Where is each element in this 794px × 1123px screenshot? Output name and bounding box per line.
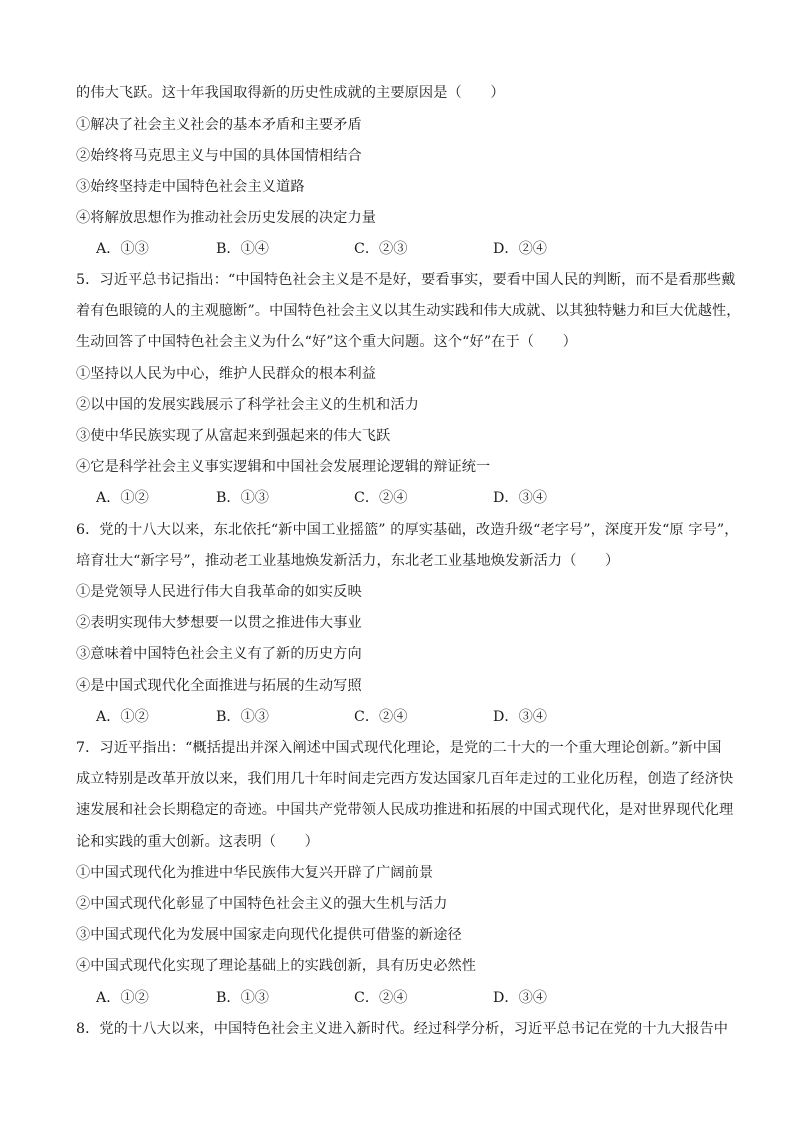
choice-item-2: ②以中国的发展实践展示了科学社会主义的生机和活力 bbox=[76, 397, 419, 413]
question-text-line: 5．习近平总书记指出：“中国特色社会主义是不是好，要看事实，要看中国人民的判断，而不是看那些戴 bbox=[76, 272, 736, 288]
choice-item-1: ①是党领导人民进行伟大自我革命的如实反映 bbox=[76, 584, 362, 600]
option-a: A．①② bbox=[96, 490, 149, 506]
option-b: B．①③ bbox=[216, 990, 269, 1006]
question-text-line: 8．党的十八大以来，中国特色社会主义进入新时代。经过科学分析，习近平总书记在党的十九大报告中 bbox=[76, 1021, 729, 1037]
option-c: C．②④ bbox=[354, 709, 408, 725]
option-d: D．②④ bbox=[493, 241, 547, 257]
option-b: B．①③ bbox=[216, 490, 269, 506]
option-d: D．③④ bbox=[493, 990, 547, 1006]
answer-options bbox=[96, 240, 716, 258]
question-text-line: 的伟大飞跃。这十年我国取得新的历史性成就的主要原因是（ ） bbox=[76, 85, 505, 101]
option-a: A．①③ bbox=[96, 241, 149, 257]
answer-options bbox=[96, 489, 716, 507]
choice-item-2: ②中国式现代化彰显了中国特色社会主义的强大生机与活力 bbox=[76, 896, 448, 912]
question-text-line: 成立特别是改革开放以来，我们用几十年时间走完西方发达国家几百年走过的工业化历程，创造了经济快 bbox=[76, 771, 734, 787]
choice-item-1: ①中国式现代化为推进中华民族伟大复兴开辟了广阔前景 bbox=[76, 865, 434, 881]
option-a: A．①② bbox=[96, 709, 149, 725]
question-text-line: 论和实践的重大创新。这表明（ ） bbox=[76, 834, 319, 850]
choice-item-1: ①坚持以人民为中心，维护人民群众的根本利益 bbox=[76, 366, 377, 382]
option-c: C．②③ bbox=[354, 241, 408, 257]
option-b: B．①④ bbox=[216, 241, 269, 257]
option-a: A．①② bbox=[96, 990, 149, 1006]
option-c: C．②④ bbox=[354, 990, 408, 1006]
option-b: B．①③ bbox=[216, 709, 269, 725]
choice-item-3: ③使中华民族实现了从富起来到强起来的伟大飞跃 bbox=[76, 428, 391, 444]
choice-item-3: ③中国式现代化为发展中国家走向现代化提供可借鉴的新途径 bbox=[76, 927, 462, 943]
choice-item-1: ①解决了社会主义社会的基本矛盾和主要矛盾 bbox=[76, 117, 362, 133]
choice-item-4: ④是中国式现代化全面推进与拓展的生动写照 bbox=[76, 678, 362, 694]
option-d: D．③④ bbox=[493, 490, 547, 506]
choice-item-3: ③始终坚持走中国特色社会主义道路 bbox=[76, 179, 305, 195]
answer-options bbox=[96, 989, 716, 1007]
choice-item-2: ②表明实现伟大梦想要一以贯之推进伟大事业 bbox=[76, 615, 362, 631]
choice-item-3: ③意味着中国特色社会主义有了新的历史方向 bbox=[76, 646, 362, 662]
question-text-line: 培育壮大“新字号”，推动老工业基地焕发新活力，东北老工业基地焕发新活力（ ） bbox=[76, 553, 620, 569]
choice-item-2: ②始终将马克思主义与中国的具体国情相结合 bbox=[76, 148, 362, 164]
choice-item-4: ④中国式现代化实现了理论基础上的实践创新，具有历史必然性 bbox=[76, 958, 477, 974]
choice-item-4: ④将解放思想作为推动社会历史发展的决定力量 bbox=[76, 210, 377, 226]
question-text-line: 速发展和社会长期稳定的奇迹。中国共产党带领人民成功推进和拓展的中国式现代化，是对世界现代化理 bbox=[76, 802, 734, 818]
question-text-line: 生动回答了中国特色社会主义为什么“好”这个重大问题。这个“好”在于（ ） bbox=[76, 334, 577, 350]
question-text-line: 着有色眼镜的人的主观臆断”。中国特色社会主义以其生动实践和伟大成就、以其独特魅力和巨大优越性， bbox=[76, 303, 741, 319]
question-text-line: 6．党的十八大以来，东北依托“新中国工业摇篮” 的厚实基础，改造升级“老字号”，深度开发“原 字号”， bbox=[76, 522, 739, 538]
option-c: C．②④ bbox=[354, 490, 408, 506]
question-text-line: 7．习近平指出：“概括提出并深入阐述中国式现代化理论，是党的二十大的一个重大理论创新。”新中国 bbox=[76, 740, 722, 756]
choice-item-4: ④它是科学社会主义事实逻辑和中国社会发展理论逻辑的辩证统一 bbox=[76, 459, 491, 475]
option-d: D．③④ bbox=[493, 709, 547, 725]
answer-options bbox=[96, 708, 716, 726]
